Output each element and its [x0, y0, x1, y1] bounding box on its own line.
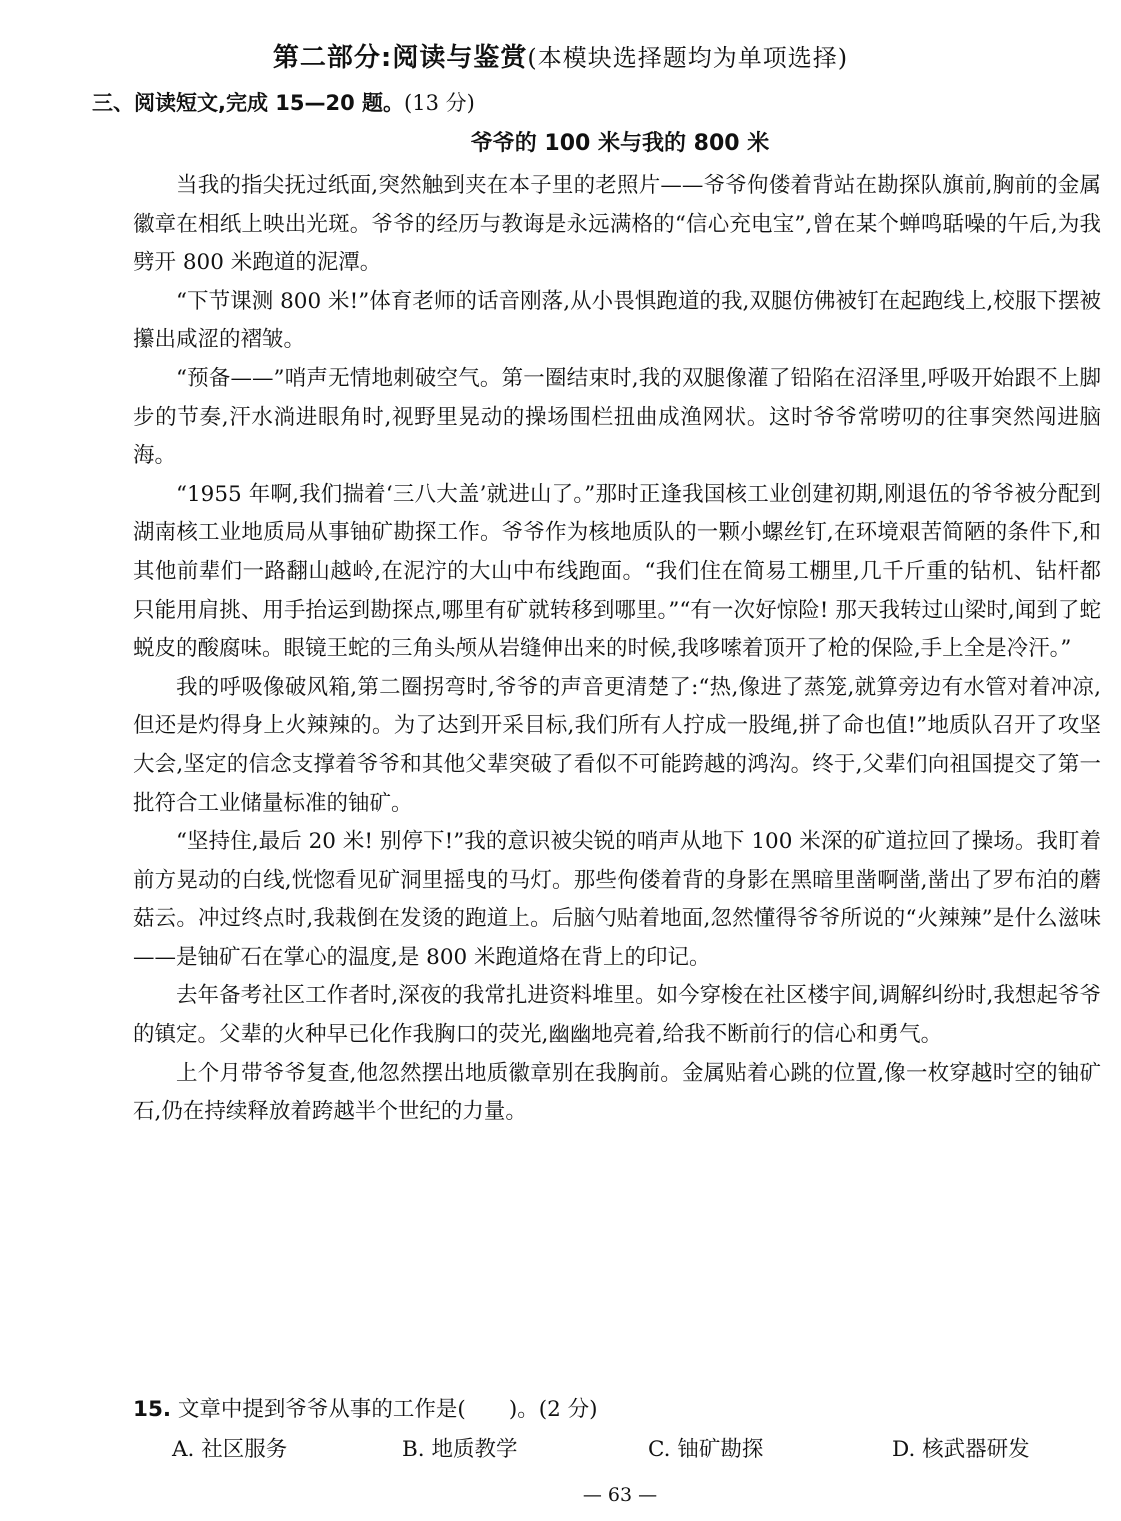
paragraph: “坚持住,最后 20 米! 别停下!”我的意识被尖锐的哨声从地下 100 米深的矿道拉回了操场。我盯着前方晃动的白线,恍惚看见矿洞里摇曳的马灯。那些佝偻着背的身影在黑暗里凿啊凿,凿出了罗布泊的蘑菇云。冲过终点时,我栽倒在发烫的跑道上。后脑勺贴着地面,忽然懂得爷爷所说的“火辣辣”是什么滋味——是铀矿石在掌心的温度,是 800 米跑道烙在背上的印记。	[133, 829, 1101, 970]
paragraph: “1955 年啊,我们揣着‘三八大盖’就进山了。”那时正逢我国核工业创建初期,刚退伍的爷爷被分配到湖南核工业地质局从事铀矿勘探工作。爷爷作为核地质队的一颗小螺丝钉,在环境艰苦简陋的条件下,和其他前辈们一路翻山越岭,在泥泞的大山中布线跑面。“我们住在简易工棚里,几千斤重的钻机、钻杆都只能用肩挑、用手抬运到勘探点,哪里有矿就转移到哪里。”“有一次好惊险! 那天我转过山梁时,闻到了蛇蜕皮的酸腐味。眼镜王蛇的三角头颅从岩缝伸出来的时候,我哆嗦着顶开了枪的保险,手上全是冷汗。”	[133, 481, 1101, 662]
question-15	[133, 1392, 1101, 1428]
option-a: A. 社区服务	[172, 1437, 288, 1462]
option-b: B. 地质教学	[402, 1437, 518, 1462]
section-heading	[92, 86, 475, 120]
part-title-main: 第二部分:阅读与鉴赏	[272, 43, 528, 73]
question-number: 15.	[133, 1397, 172, 1422]
paragraph: “预备——”哨声无情地刺破空气。第一圈结束时,我的双腿像灌了铅陷在沼泽里,呼吸开始跟不上脚步的节奏,汗水淌进眼角时,视野里晃动的操场围栏扭曲成渔网状。这时爷爷常唠叨的往事突然闯进脑海。	[133, 365, 1101, 469]
part-title-note: (本模块选择题均为单项选择)	[527, 44, 849, 72]
article-title: 爷爷的 100 米与我的 800 米	[470, 131, 770, 156]
paragraph: 当我的指尖抚过纸面,突然触到夹在本子里的老照片——爷爷佝偻着背站在勘探队旗前,胸前的金属徽章在相纸上映出光斑。爷爷的经历与教诲是永远满格的“信心充电宝”,曾在某个蝉鸣聒噪的午后,为我劈开 800 米跑道的泥潭。	[133, 173, 1101, 276]
part-title	[0, 38, 1121, 78]
option-c: C. 铀矿勘探	[648, 1437, 764, 1462]
paragraph: 上个月带爷爷复查,他忽然摆出地质徽章别在我胸前。金属贴着心跳的位置,像一枚穿越时空的铀矿石,仍在持续释放着跨越半个世纪的力量。	[133, 1060, 1101, 1125]
paragraph: 去年备考社区工作者时,深夜的我常扎进资料堆里。如今穿梭在社区楼宇间,调解纠纷时,我想起爷爷的镇定。父辈的火种早已化作我胸口的荧光,幽幽地亮着,给我不断前行的信心和勇气。	[133, 983, 1101, 1048]
page-number: — 63 —	[582, 1484, 658, 1506]
paragraph: “下节课测 800 米!”体育老师的话音刚落,从小畏惧跑道的我,双腿仿佛被钉在起跑线上,校服下摆被攥出咸涩的褶皱。	[133, 288, 1101, 353]
question-stem: 文章中提到爷爷从事的工作是( )。(2 分)	[171, 1397, 598, 1422]
paragraph: 我的呼吸像破风箱,第二圈拐弯时,爷爷的声音更清楚了:“热,像进了蒸笼,就算旁边有水管对着冲凉,但还是灼得身上火辣辣的。为了达到开采目标,我们所有人拧成一股绳,拼了命也值!”地质队召开了攻坚大会,坚定的信念支撑着爷爷和其他父辈突破了看似不可能跨越的鸿沟。终于,父辈们向祖国提交了第一批符合工业储量标准的铀矿。	[133, 674, 1101, 816]
section-score: (13 分)	[404, 91, 475, 115]
question-options	[172, 1432, 1102, 1468]
section-heading-text: 三、阅读短文,完成 15—20 题。	[92, 91, 405, 115]
article-body	[133, 167, 1101, 1132]
option-d: D. 核武器研发	[892, 1437, 1030, 1462]
